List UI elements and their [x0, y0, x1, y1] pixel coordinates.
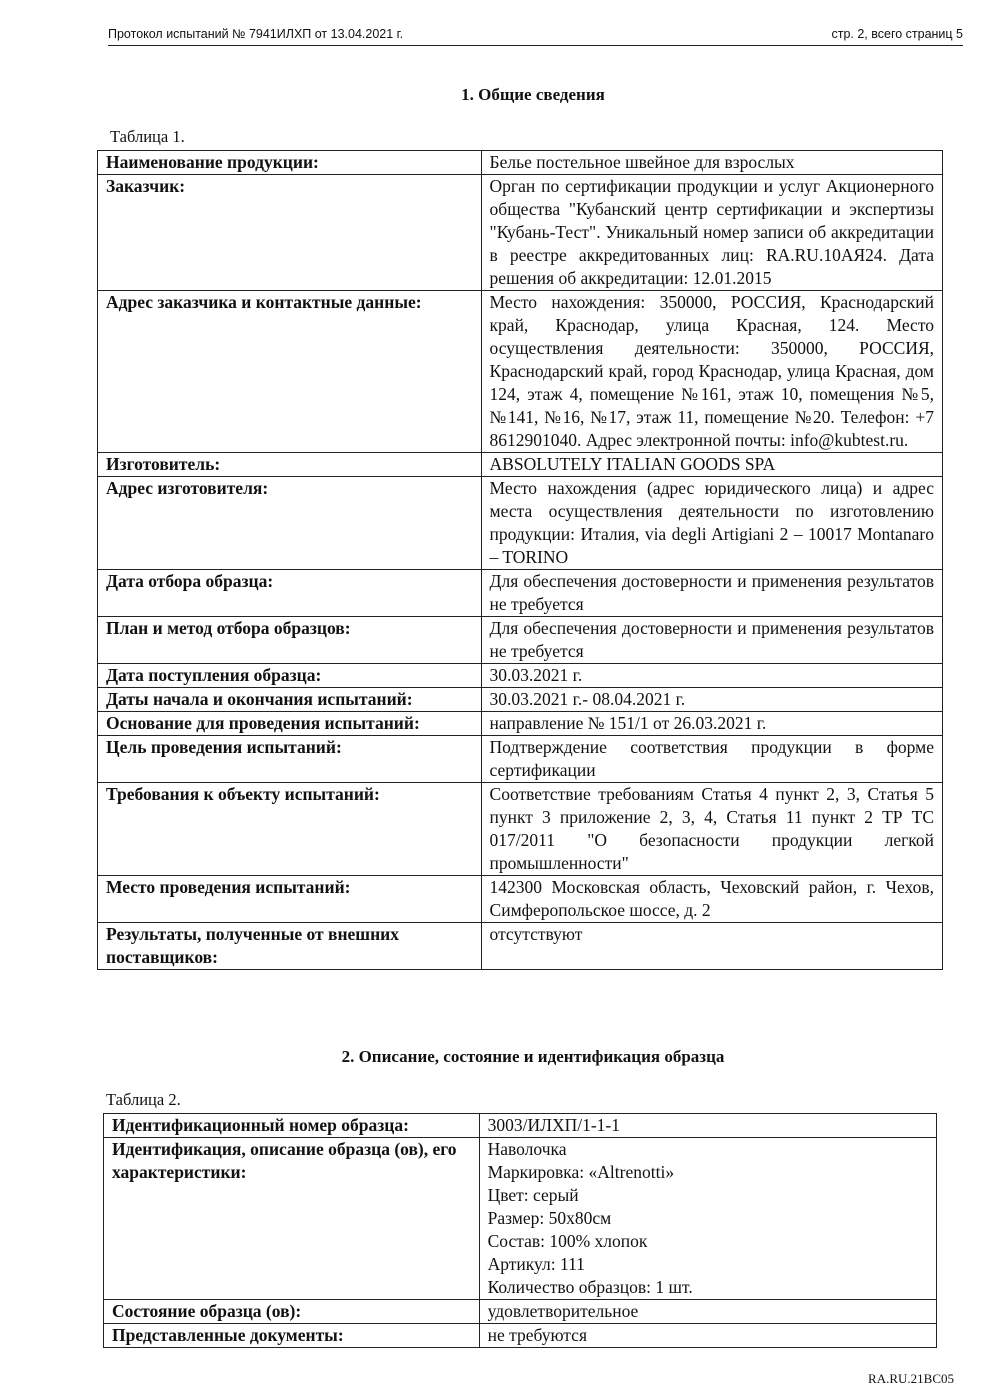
table-row — [98, 664, 943, 688]
table-row — [98, 783, 943, 876]
table-1-caption: Таблица 1. — [110, 127, 185, 146]
table-row — [104, 1138, 937, 1300]
table-row — [98, 570, 943, 617]
field-label: Представленные документы: — [104, 1324, 480, 1348]
table-row — [98, 736, 943, 783]
field-label: Наименование продукции: — [98, 151, 482, 175]
field-value: отсутствуют — [481, 923, 942, 970]
table-row — [98, 175, 943, 291]
field-label: Идентификационный номер образца: — [104, 1114, 480, 1138]
field-label: Адрес изготовителя: — [98, 477, 482, 570]
field-label: Изготовитель: — [98, 453, 482, 477]
section-2-title: 2. Описание, состояние и идентификация образца — [341, 1047, 725, 1066]
field-value: 30.03.2021 г.- 08.04.2021 г. — [481, 688, 942, 712]
table-row — [98, 151, 943, 175]
field-label: Адрес заказчика и контактные данные: — [98, 291, 482, 453]
field-label: Место проведения испытаний: — [98, 876, 482, 923]
accreditation-number: RA.RU.21ВС05 — [868, 1371, 954, 1386]
protocol-title: Протокол испытаний № 7941ИЛХП от 13.04.2021 г. — [108, 27, 404, 41]
field-label: Дата отбора образца: — [98, 570, 482, 617]
table-row — [104, 1300, 937, 1324]
field-value: ABSOLUTELY ITALIAN GOODS SPA — [481, 453, 942, 477]
field-value: 3003/ИЛХП/1-1-1 — [479, 1114, 936, 1138]
field-label: Состояние образца (ов): — [104, 1300, 480, 1324]
field-label: Дата поступления образца: — [98, 664, 482, 688]
table-row — [104, 1114, 937, 1138]
field-label: Заказчик: — [98, 175, 482, 291]
field-value: направление № 151/1 от 26.03.2021 г. — [481, 712, 942, 736]
field-value: Место нахождения (адрес юридического лица) и адрес места осуществления деятельности по изготовлению продукции: Италия, via degli Artigiani 2 – 10017 Montanaro – TORINO — [481, 477, 942, 570]
field-value: Для обеспечения достоверности и применения результатов не требуется — [481, 617, 942, 664]
table-row — [98, 477, 943, 570]
table-row — [98, 617, 943, 664]
table-2-caption: Таблица 2. — [106, 1090, 181, 1109]
table-row — [98, 688, 943, 712]
table-row — [104, 1324, 937, 1348]
field-value: 142300 Московская область, Чеховский район, г. Чехов, Симферопольское шоссе, д. 2 — [481, 876, 942, 923]
section-1-title: 1. Общие сведения — [461, 85, 605, 104]
field-value: Наволочка Маркировка: «Altrenotti» Цвет: серый Размер: 50х80см Состав: 100% хлопок Артикул: 111 Количество образцов: 1 шт. — [479, 1138, 936, 1300]
field-label: Результаты, полученные от внешних поставщиков: — [98, 923, 482, 970]
field-value: удовлетворительное — [479, 1300, 936, 1324]
page-number: стр. 2, всего страниц 5 — [831, 27, 963, 41]
field-value: Орган по сертификации продукции и услуг Акционерного общества "Кубанский центр сертификации и экспертизы "Кубань-Тест". Уникальный номер записи об аккредитации в реестре аккредитованных лиц: RA.RU.10АЯ24. Дата решения об аккредитации: 12.01.2015 — [481, 175, 942, 291]
field-label: План и метод отбора образцов: — [98, 617, 482, 664]
field-label: Даты начала и окончания испытаний: — [98, 688, 482, 712]
general-info-table — [97, 150, 943, 970]
table-row — [98, 876, 943, 923]
table-row — [98, 712, 943, 736]
field-value: Место нахождения: 350000, РОССИЯ, Краснодарский край, Краснодар, улица Красная, 124. Место осуществления деятельности: 350000, РОССИЯ, Краснодарский край, город Краснодар, улица Красная, дом 124, этаж 4, помещение №161, этаж 10, помещения №5, №141, №16, №17, этаж 11, помещение №20. Телефон: +7 8612901040. Адрес электронной почты: info@kubtest.ru. — [481, 291, 942, 453]
field-label: Идентификация, описание образца (ов), его характеристики: — [104, 1138, 480, 1300]
field-value: не требуются — [479, 1324, 936, 1348]
table-row — [98, 923, 943, 970]
field-value: Подтверждение соответствия продукции в форме сертификации — [481, 736, 942, 783]
field-label: Цель проведения испытаний: — [98, 736, 482, 783]
field-label: Требования к объекту испытаний: — [98, 783, 482, 876]
field-value: Белье постельное швейное для взрослых — [481, 151, 942, 175]
sample-description-table — [103, 1113, 937, 1348]
field-value: 30.03.2021 г. — [481, 664, 942, 688]
field-label: Основание для проведения испытаний: — [98, 712, 482, 736]
page-header — [108, 24, 963, 46]
table-row — [98, 291, 943, 453]
field-value: Для обеспечения достоверности и применения результатов не требуется — [481, 570, 942, 617]
header-rule — [108, 45, 963, 46]
field-value: Соответствие требованиям Статья 4 пункт 2, 3, Статья 5 пункт 3 приложение 2, 3, 4, Статья 11 пункт 2 ТР ТС 017/2011 "О безопасности продукции легкой промышленности" — [481, 783, 942, 876]
table-row — [98, 453, 943, 477]
